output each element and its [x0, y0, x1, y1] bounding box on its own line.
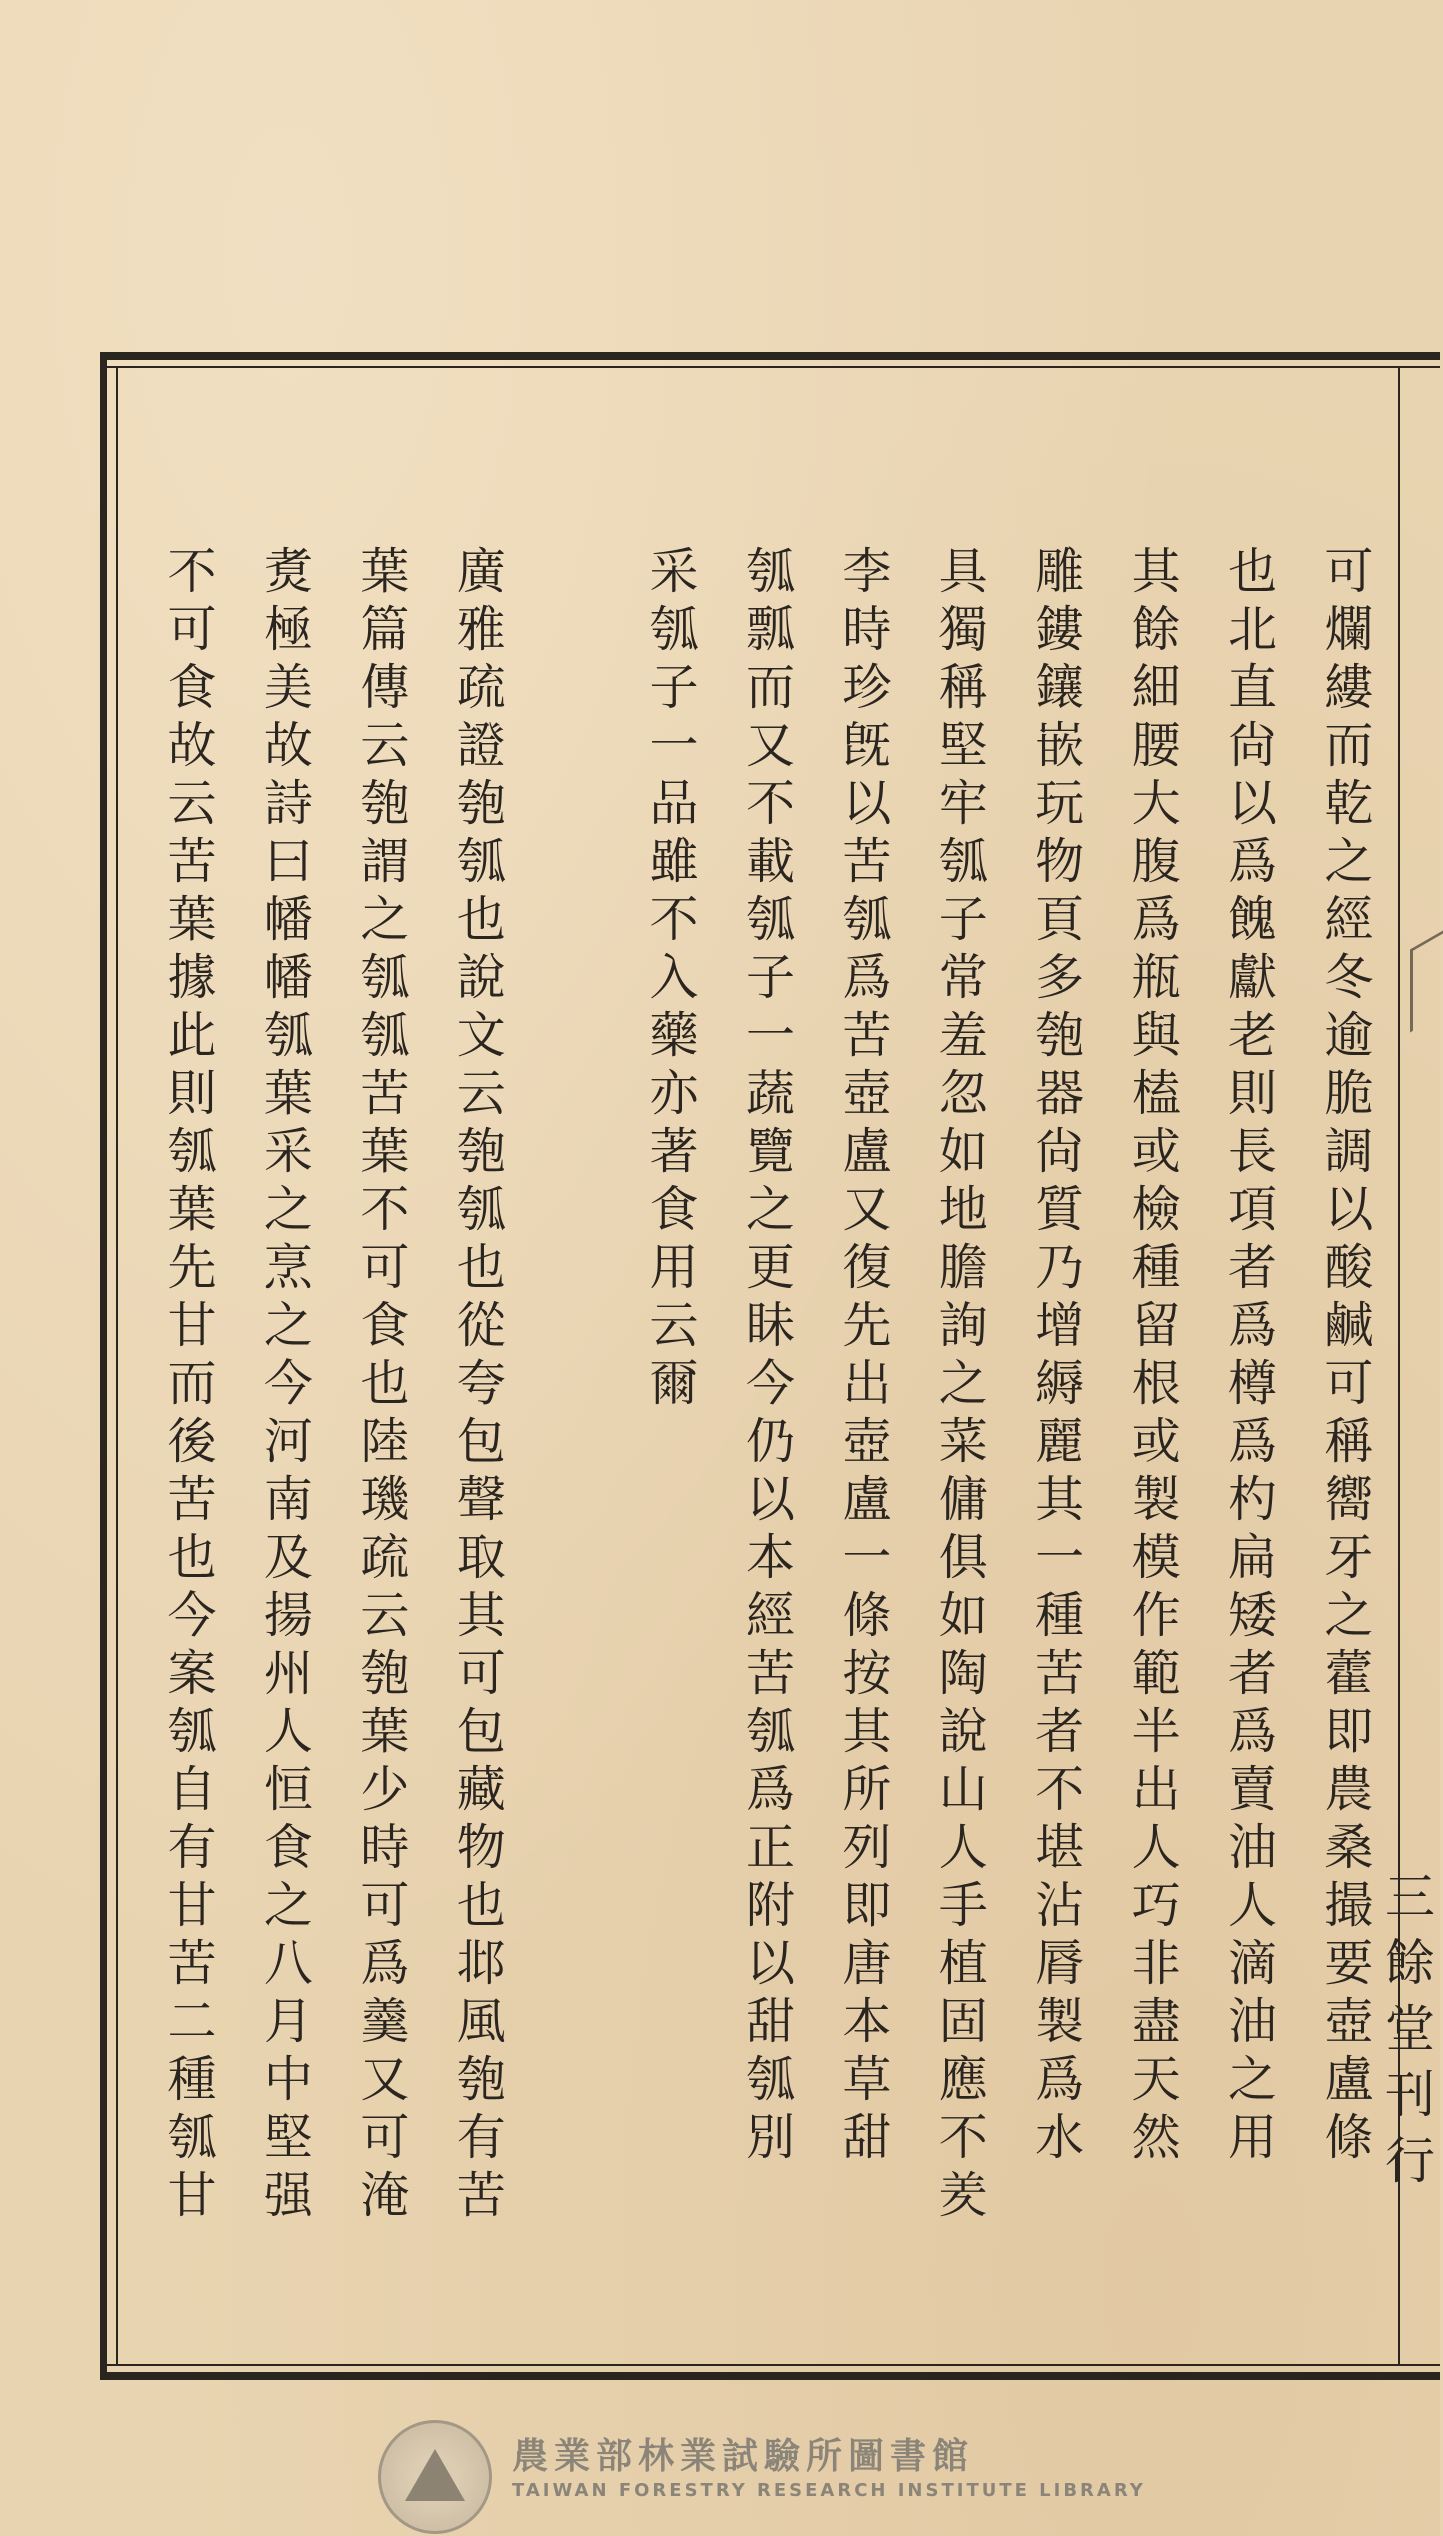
text-column-12: 煑極美故詩曰幡幡瓠葉采之烹之今河南及揚州人恒食之八月中堅强 — [256, 545, 314, 2227]
margin-publisher-text — [1408, 1870, 1442, 2310]
frame-left-border — [100, 352, 107, 2380]
text-column-5: 具獨稱堅牢瓠子常羞忽如地膽詢之菜傭俱如陶說山人手植固應不羑 — [931, 545, 989, 2227]
text-body — [155, 545, 1374, 2345]
frame-top-border — [100, 352, 1440, 360]
library-stamp-title: 農業部林業試驗所圖書館 — [512, 2436, 975, 2477]
text-column-3: 其餘細腰大腹爲瓶與榼或檢種留根或製模作範半出人巧非盡天然 — [1124, 545, 1182, 2169]
frame-bottom-inner-border — [100, 2364, 1440, 2366]
text-column-6: 李時珍旣以苦瓠爲苦壺盧又復先出壺盧一條按其所列即唐本草甜 — [834, 545, 892, 2169]
frame-bottom-border — [100, 2372, 1440, 2380]
text-column-13: 不可食故云苦葉據此則瓠葉先甘而後苦也今案瓠自有甘苦二種瓠甘 — [160, 545, 217, 2227]
library-seal-icon — [378, 2420, 492, 2534]
text-column-2: 也北直尙以爲餽獻老則長項者爲樽爲杓扁矮者爲賣油人滴油之用 — [1220, 545, 1278, 2169]
text-column-8: 采瓠子一品雖不入藥亦著食用云爾 — [642, 545, 700, 1415]
text-column-10: 廣雅疏證匏瓠也說文云匏瓠也從夸包聲取其可包藏物也邶風匏有苦 — [449, 545, 507, 2227]
frame-left-inner-border — [116, 366, 118, 2366]
text-column-1: 可爛縷而乾之經冬逾脆調以酸鹹可稱嚮牙之藿即農桑撮要壺盧條 — [1316, 545, 1374, 2169]
text-column-11: 葉篇傳云匏謂之瓠瓠苦葉不可食也陸璣疏云匏葉少時可爲羹又可淹 — [352, 545, 410, 2227]
text-column-4: 雕鏤鑲嵌玩物頁多匏器尙質乃增縟麗其一種苦者不堪沾脣製爲水 — [1027, 545, 1085, 2169]
text-column-7: 瓠瓢而又不載瓠子一蔬覽之更眛今仍以本經苦瓠爲正附以甜瓠別 — [738, 545, 796, 2169]
frame-top-inner-border — [100, 366, 1440, 368]
library-stamp-subtitle: TAIWAN FORESTRY RESEARCH INSTITUTE LIBRARY — [512, 2480, 1146, 2501]
